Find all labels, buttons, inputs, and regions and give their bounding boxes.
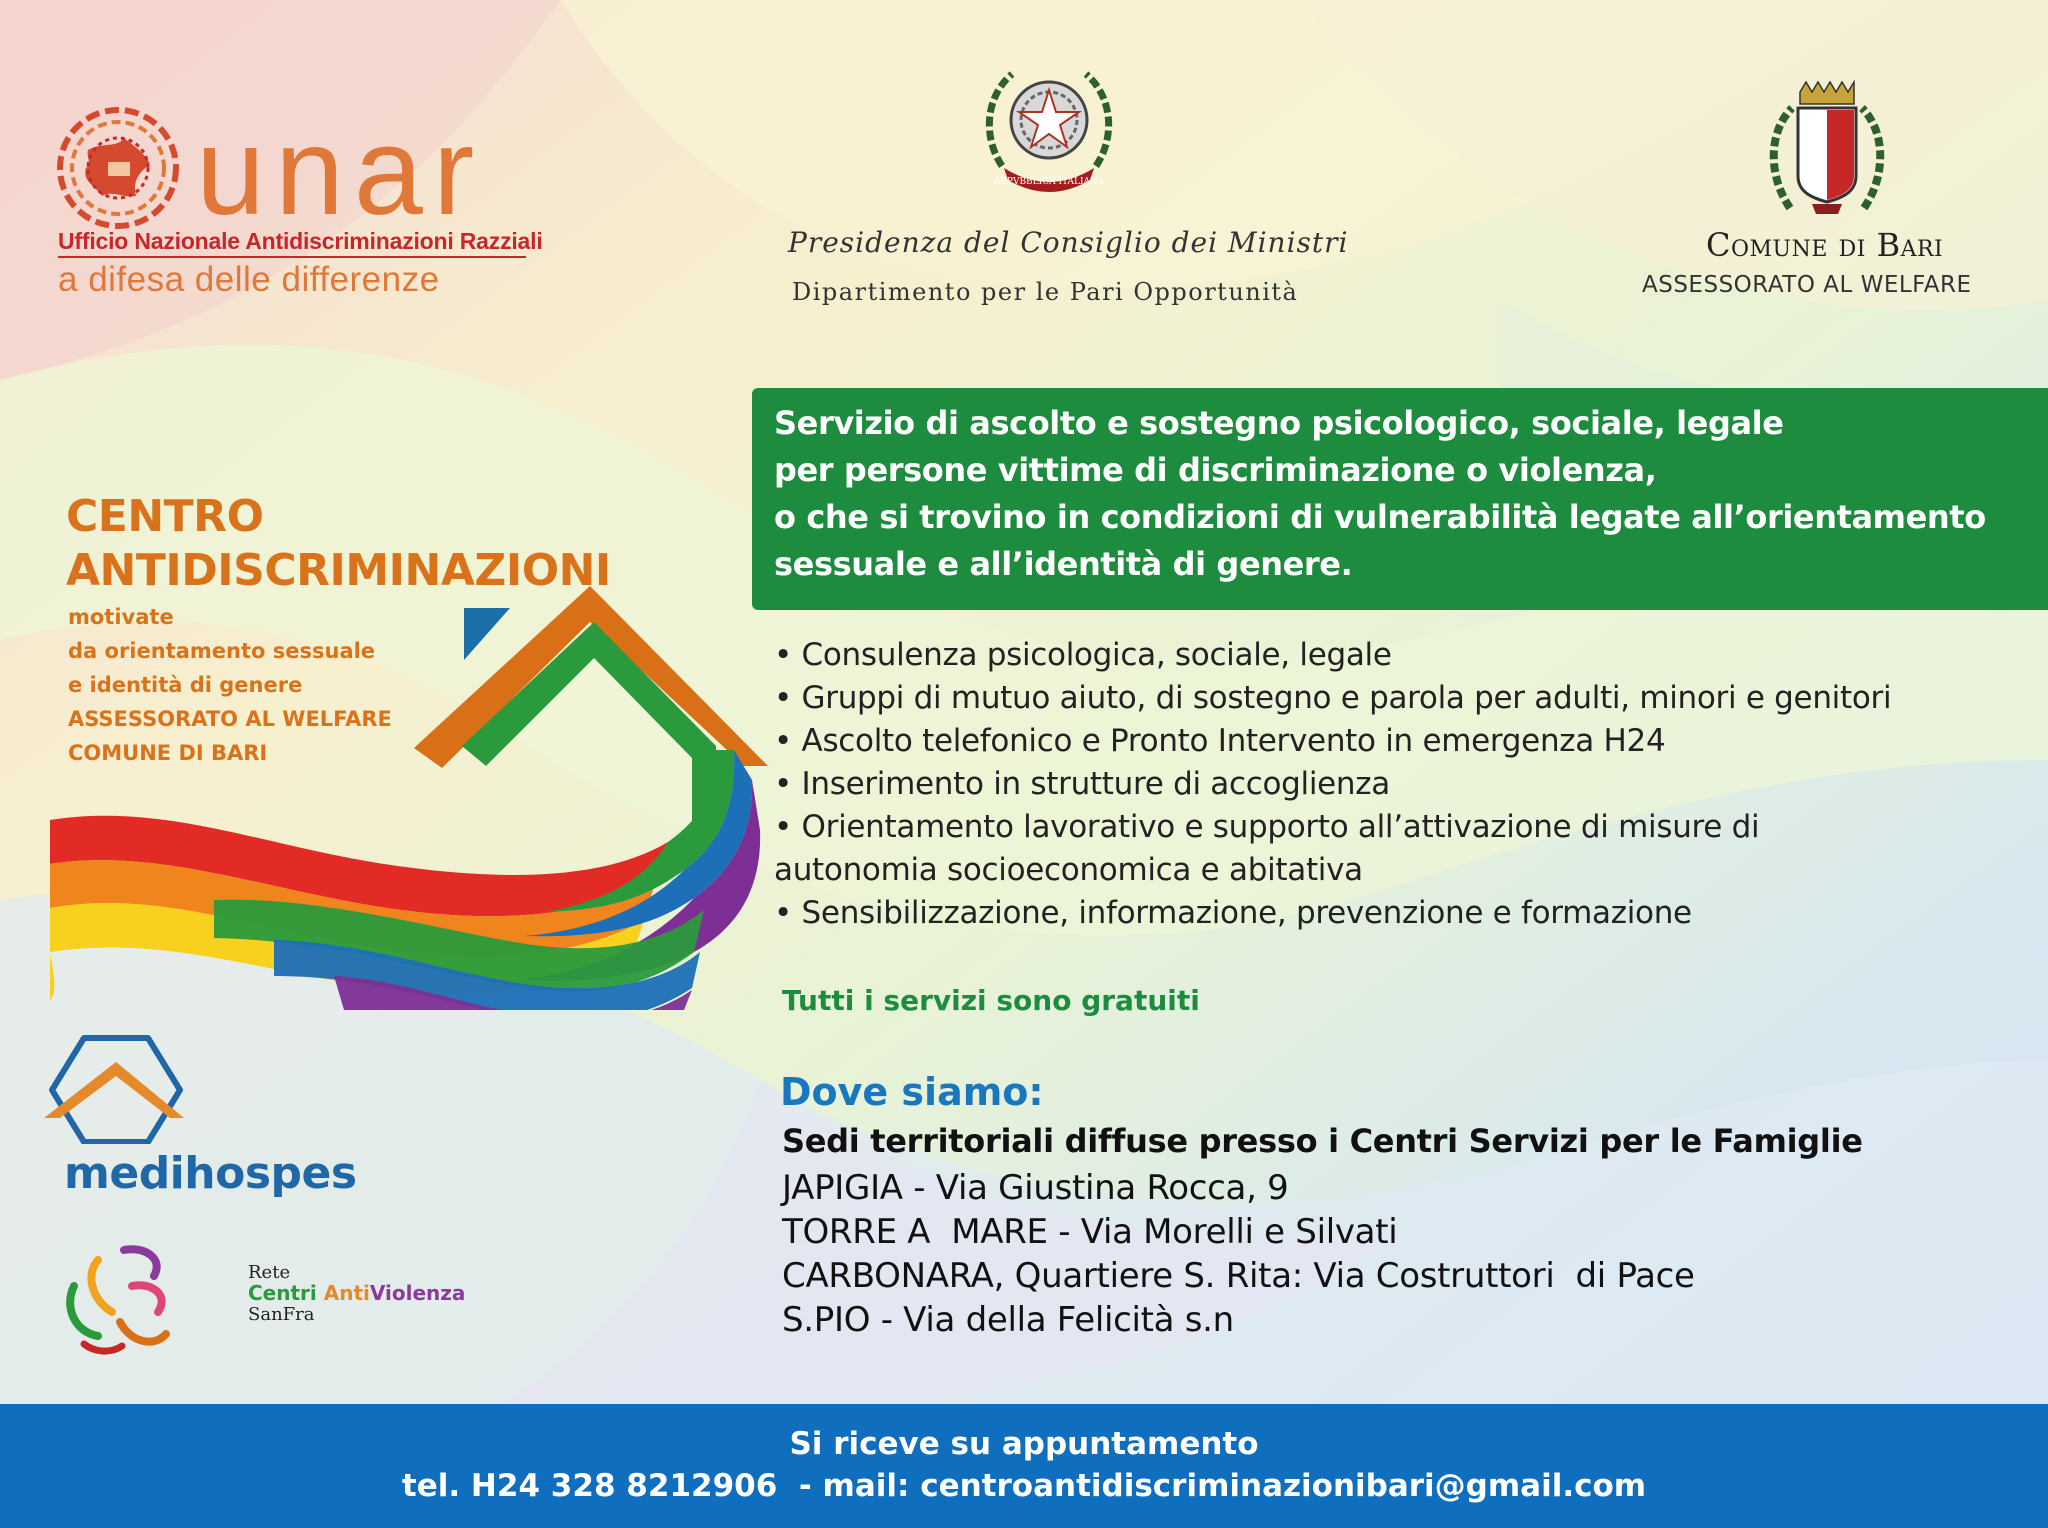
centro-sub-line: e identità di genere: [68, 673, 303, 697]
address-item: JAPIGIA - Via Giustina Rocca, 9: [782, 1168, 1289, 1208]
intro-line: o che si trovino in condizioni di vulnerabilità legate all’orientamento: [774, 498, 1986, 536]
intro-line: per persone vittime di discriminazione o violenza,: [774, 451, 1657, 489]
emblem-seal-text: REPVBBLICA ITALIANA: [993, 177, 1105, 187]
bari-coat-of-arms-icon: [1768, 80, 1886, 220]
medihospes-wordmark: medihospes: [64, 1148, 357, 1199]
free-services-note: Tutti i servizi sono gratuiti: [782, 984, 1200, 1017]
unar-globe-icon: [52, 102, 184, 234]
service-item: • Sensibilizzazione, informazione, prevenzione e formazione: [774, 895, 1692, 931]
service-item: • Gruppi di mutuo aiuto, di sostegno e parola per adulti, minori e genitori: [774, 680, 1892, 716]
intro-box: [752, 388, 2048, 610]
address-item: CARBONARA, Quartiere S. Rita: Via Costruttori di Pace: [782, 1256, 1695, 1296]
footer-contacts[interactable]: tel. H24 328 8212906 - mail: centroantidiscriminazionibari@gmail.com: [401, 1468, 1647, 1504]
rete-violenza: Violenza: [369, 1281, 466, 1305]
rete-label: Rete: [248, 1262, 291, 1283]
presidenza-department: Dipartimento per le Pari Opportunità: [792, 278, 1299, 306]
centro-sub-line: motivate: [68, 605, 174, 629]
address-item: TORRE A MARE - Via Morelli e Silvati: [782, 1212, 1398, 1252]
unar-divider: [58, 256, 526, 258]
house-rainbow-illustration: [44, 580, 774, 1010]
service-item: • Inserimento in strutture di accoglienza: [774, 766, 1390, 802]
unar-tagline: a difesa delle differenze: [58, 260, 440, 299]
comune-department: ASSESSORATO AL WELFARE: [1642, 272, 1972, 298]
service-item: autonomia socioeconomica e abitativa: [774, 852, 1363, 888]
location-heading: Dove siamo:: [780, 1070, 1044, 1114]
comune-title: Comune di Bari: [1706, 226, 1944, 264]
rete-cav-text: [248, 1262, 465, 1325]
service-item: • Consulenza psicologica, sociale, legale: [774, 637, 1392, 673]
service-item: • Orientamento lavorativo e supporto all’attivazione di misure di: [774, 809, 1760, 845]
address-item: S.PIO - Via della Felicità s.n: [782, 1300, 1234, 1340]
services-list: [774, 634, 1891, 935]
footer-appointment: Si riceve su appuntamento: [789, 1426, 1259, 1462]
location-subheading: Sedi territoriali diffuse presso i Centri Servizi per le Famiglie: [782, 1122, 1863, 1160]
service-item: • Ascolto telefonico e Pronto Intervento in emergenza H24: [774, 723, 1666, 759]
unar-subtitle: Ufficio Nazionale Antidiscriminazioni Razziali: [58, 228, 543, 254]
centro-title-line1: CENTRO: [66, 491, 264, 542]
address-list: [782, 1166, 1695, 1342]
presidenza-title: Presidenza del Consiglio dei Ministri: [788, 226, 1349, 259]
unar-wordmark: unar: [196, 103, 485, 241]
rete-sanfra: SanFra: [248, 1304, 315, 1325]
centro-sub-line: ASSESSORATO AL WELFARE: [68, 707, 392, 731]
rete-cav-name: [248, 1283, 465, 1304]
italian-republic-emblem-icon: [982, 56, 1116, 196]
rete-anti: Anti: [323, 1281, 370, 1305]
centro-sub-line: COMUNE DI BARI: [68, 741, 268, 765]
contact-footer: [0, 1404, 2048, 1528]
intro-line: Servizio di ascolto e sostegno psicologico, sociale, legale: [774, 404, 1784, 442]
centro-title-line2: ANTIDISCRIMINAZIONI: [66, 545, 611, 596]
medihospes-logo-icon: [40, 1032, 190, 1144]
rete-centri: Centri: [248, 1281, 317, 1305]
rete-cav-logo-icon: [54, 1236, 184, 1358]
intro-line: sessuale e all’identità di genere.: [774, 545, 1353, 583]
centro-sub-line: da orientamento sessuale: [68, 639, 376, 663]
